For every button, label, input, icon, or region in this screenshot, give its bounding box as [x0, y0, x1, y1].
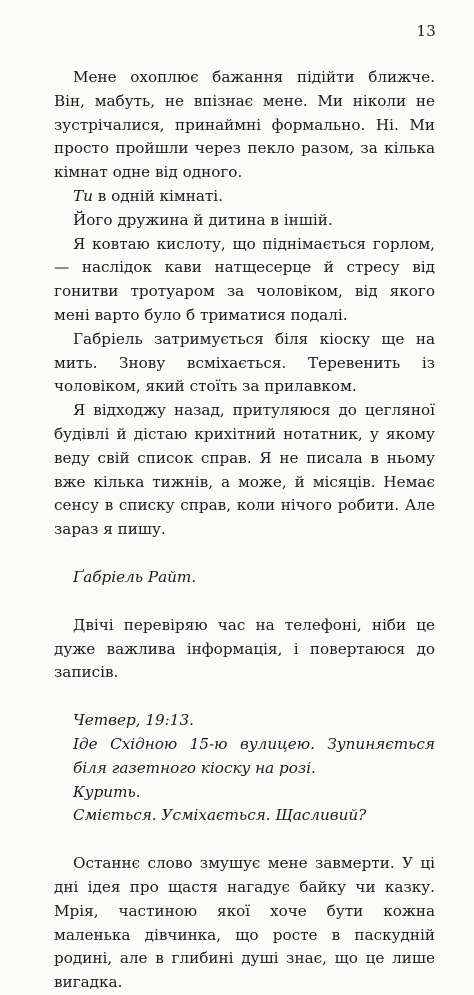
paragraph: Останнє слово змушує мене завмерти. У ці дні ідея про щастя нагадує байку чи казку. Мрія, частиною якої хоче бути кожна маленька дівчинка, що росте в паскудній родині, але в глибині душі знає, що це лише вигадка. — [54, 854, 435, 992]
paragraph: Мене охоплює бажання підійти ближче. Він, мабуть, не впізнає мене. Ми ніколи не зустрічалися, принаймні формально. Ні. Ми просто пройшли через пекло разом, за кілька кімнат одне від одного. — [54, 68, 435, 182]
note-line: Курить. — [73, 782, 141, 801]
spacer — [54, 685, 435, 709]
notebook-signature: Ґабріель Райт. — [73, 567, 197, 586]
spacer — [54, 542, 435, 566]
note-line: Сміється. Усміхається. Щасливий? — [73, 806, 367, 825]
paragraph: Його дружина й дитина в іншій. — [73, 210, 333, 229]
paragraph-italic-lead — [54, 185, 435, 209]
paragraph: Я ковтаю кислоту, що піднімається горлом, — наслідок кави натщесерце й стресу від гонитви тротуаром за чоловіком, від якого мені варто було б триматися подалі. — [54, 234, 435, 324]
note-line: Іде Східною 15-ю вулицею. Зупиняється біля газетного кіоску на розі. — [73, 734, 435, 777]
paragraph: Двічі перевіряю час на телефоні, ніби це дуже важлива інформація, і повертаюся до записів. — [54, 615, 435, 682]
spacer — [54, 590, 435, 614]
italic-word: Ти — [73, 186, 93, 205]
spacer — [54, 828, 435, 852]
note-line: Четвер, 19:13. — [73, 711, 194, 730]
page-body — [54, 66, 435, 995]
paragraph: Габріель затримується біля кіоску ще на мить. Знову всміхається. Теревенить із чоловіком, який стоїть за прилавком. — [54, 329, 435, 396]
page-number: 13 — [416, 22, 436, 40]
paragraph-text: в одній кімнаті. — [92, 186, 223, 205]
paragraph: Я відходжу назад, притуляюся до цегляної будівлі й дістаю крихітний нотатник, у якому веду свій список справ. Я не писала в ньому вже кілька тижнів, а може, й місяців. Немає сенсу в списку справ, коли нічого робити. Але зараз я пишу. — [54, 401, 435, 539]
notebook-entry — [54, 709, 435, 828]
